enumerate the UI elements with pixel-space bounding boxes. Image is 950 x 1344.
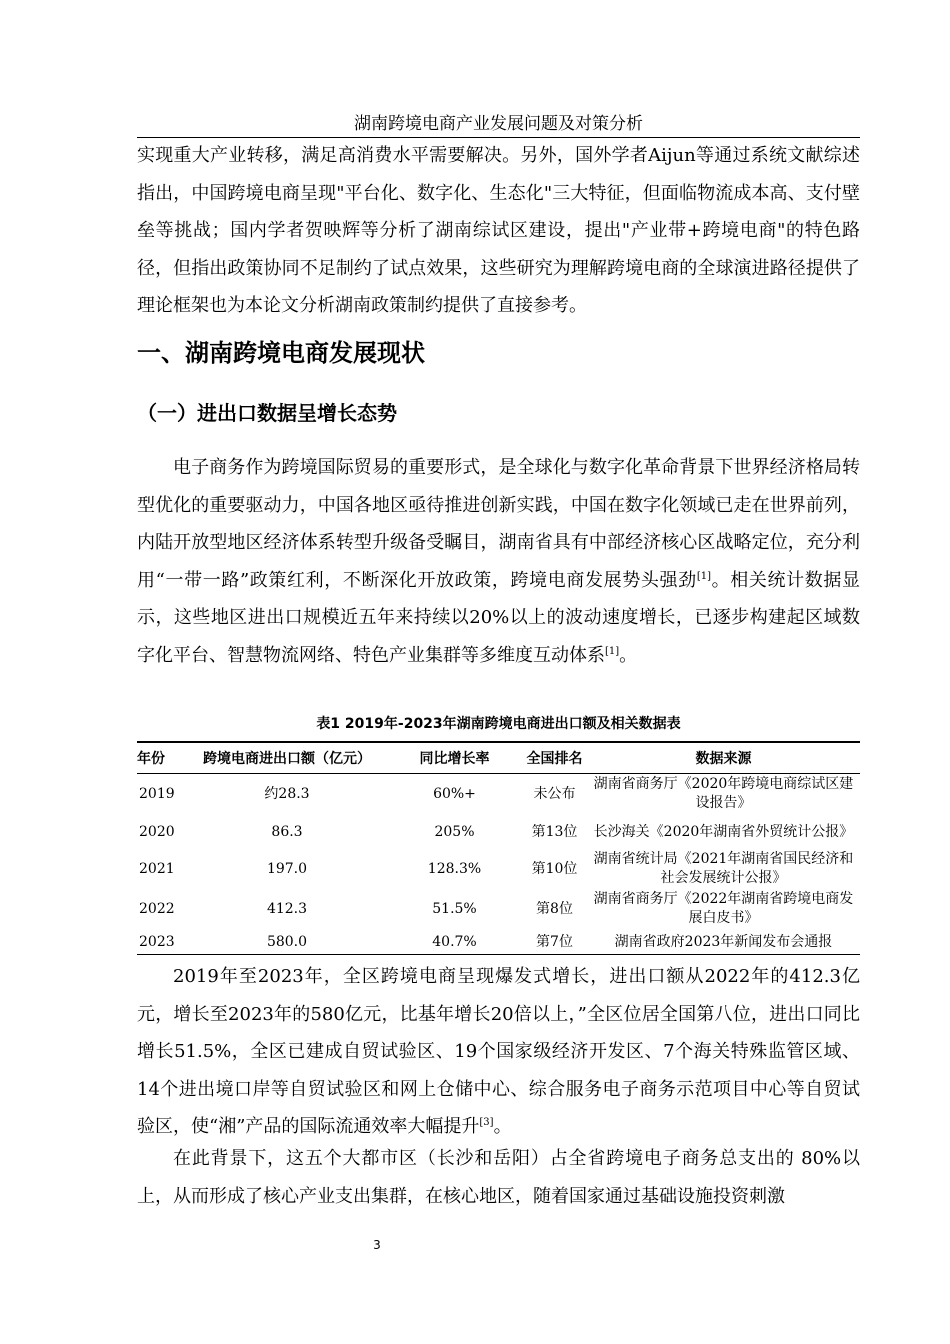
para2-text: 2019年至2023年，全区跨境电商呈现爆发式增长，进出口额从2022年的412.3亿元，增长至2023年的580亿元，比基年增长20倍以上，”全区位居全国第八位，进出口同比增长51.5%，全区已建成自贸试验区、19个国家级经济开发区、7个海关特殊监管区域、14个进出境口岸等自贸试验区和网上仓储中心、综合服务电子商务示范项目中心等自贸试验区，使“湘”产品的国际流通效率大幅提升 xyxy=(137,966,860,1137)
table-cell: 2022 xyxy=(139,900,175,917)
table-cell: 约28.3 xyxy=(264,785,310,802)
para1-text-3: 。 xyxy=(619,644,638,666)
table-header-row xyxy=(137,742,860,774)
subsection-heading: （一）进出口数据呈增长态势 xyxy=(137,401,397,425)
section-heading: 一、湖南跨境电商发展现状 xyxy=(137,339,425,367)
table-cell: 湖南省商务厅《2020年跨境电商综试区建设报告》 xyxy=(593,776,854,811)
para1-text-2: 。相关统计数据显示，这些地区进出口规模近五年来持续以20%以上的波动速度增长，已逐步构建起区域数字化平台、智慧物流网络、特色产业集群等多维度互动体系 xyxy=(137,569,861,666)
column-header: 年份 xyxy=(137,742,187,774)
column-header: 同比增长率 xyxy=(387,742,522,774)
body-paragraph-3: 在此背景下，这五个大都市区（长沙和岳阳）占全省跨境电子商务总支出的 80%以上，从而形成了核心产业支出集群，在核心地区，随着国家通过基础设施投资刺激 xyxy=(137,1148,860,1207)
table-cell: 湖南省政府2023年新闻发布会通报 xyxy=(587,930,860,955)
table-row xyxy=(137,814,860,850)
table-row xyxy=(137,888,860,930)
column-header: 全国排名 xyxy=(522,742,587,774)
running-header: 湖南跨境电商产业发展问题及对策分析 xyxy=(354,114,643,134)
table-cell: 2023 xyxy=(137,930,187,955)
table-cell: 51.5% xyxy=(432,900,477,917)
table-cell: 2020 xyxy=(139,823,175,840)
para2-end: 。 xyxy=(493,1116,512,1137)
table-cell: 2021 xyxy=(139,860,175,877)
column-header: 数据来源 xyxy=(587,742,860,774)
citation-ref: [3] xyxy=(479,1117,494,1128)
table-cell: 第13位 xyxy=(531,823,578,840)
table-cell: 128.3% xyxy=(427,860,482,877)
table-caption: 表1 2019年-2023年湖南跨境电商进出口额及相关数据表 xyxy=(316,716,681,732)
table-cell: 40.7% xyxy=(387,930,522,955)
table-cell: 未公布 xyxy=(533,785,576,802)
table-cell: 60%+ xyxy=(433,785,476,802)
table-cell: 205% xyxy=(434,823,475,840)
table-cell: 长沙海关《2020年湖南省外贸统计公报》 xyxy=(593,823,854,840)
body-paragraph-1 xyxy=(137,449,860,674)
table-row xyxy=(137,774,860,815)
column-header: 跨境电商进出口额（亿元） xyxy=(187,742,387,774)
table-cell: 湖南省商务厅《2022年湖南省跨境电商发展白皮书》 xyxy=(593,891,854,926)
table-cell: 86.3 xyxy=(271,823,303,840)
table-cell: 197.0 xyxy=(266,860,308,877)
table-cell: 580.0 xyxy=(187,930,387,955)
intro-paragraph: 实现重大产业转移，满足高消费水平需要解决。另外，国外学者Aijun等通过系统文献综述指出，中国跨境电商呈现"平台化、数字化、生态化"三大特征，但面临物流成本高、支付壁垒等挑战；国内学者贺映辉等分析了湖南综试区建设，提出"产业带+跨境电商"的特色路径，但指出政策协同不足制约了试点效果，这些研究为理解跨境电商的全球演进路径提供了理论框架也为本论文分析湖南政策制约提供了直接参考。 xyxy=(137,145,860,316)
table-cell: 412.3 xyxy=(266,900,308,917)
citation-ref: [1] xyxy=(696,570,711,582)
table-cell: 第10位 xyxy=(531,860,578,877)
page-number: 3 xyxy=(373,1238,381,1252)
table-cell: 第8位 xyxy=(536,900,573,917)
para1-text-1: 电子商务作为跨境国际贸易的重要形式，是全球化与数字化革命背景下世界经济格局转型优化的重要驱动力，中国各地区亟待推进创新实践，中国在数字化领域已走在世界前列，内陆开放型地区经济体系转型升级备受瞩目，湖南省具有中部经济核心区战略定位，充分利用“一带一路”政策红利，不断深化开放政策，跨境电商发展势头强劲 xyxy=(137,457,860,591)
citation-ref: [1] xyxy=(605,645,620,657)
table-cell: 第7位 xyxy=(522,930,587,955)
table-row xyxy=(137,850,860,888)
table-row xyxy=(137,930,860,955)
table-cell: 湖南省统计局《2021年湖南省国民经济和社会发展统计公报》 xyxy=(593,851,854,886)
body-paragraph-2 xyxy=(137,958,860,1146)
table-cell: 2019 xyxy=(139,785,175,802)
data-table xyxy=(137,741,860,955)
